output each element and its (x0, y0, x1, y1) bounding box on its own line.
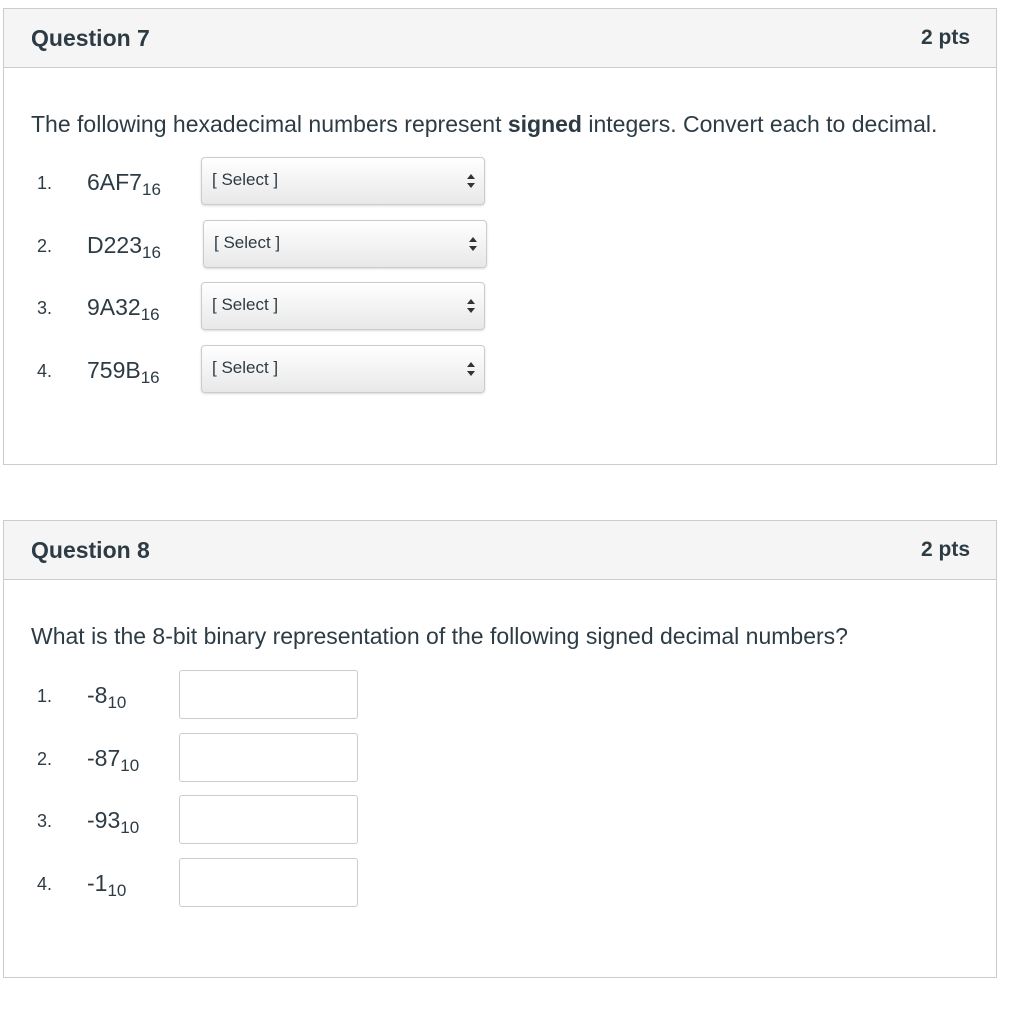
q8-decimal-value: -93 (87, 807, 121, 833)
question-7-points: 2 pts (920, 26, 970, 49)
select-label: [ Select ] (214, 233, 281, 252)
q7-item-number: 1. (37, 173, 53, 193)
select-label: [ Select ] (212, 295, 279, 314)
q8-base-subscript: 10 (107, 693, 127, 712)
question-8-title: Question 8 (31, 536, 150, 563)
question-7-title: Question 7 (31, 24, 150, 51)
q8-answer-input-4[interactable] (179, 858, 358, 907)
q7-item-value (87, 169, 161, 200)
q7-base-subscript: 16 (140, 305, 160, 324)
q8-item-value (87, 870, 126, 901)
q7-hex-value: D223 (87, 232, 142, 258)
q7-item-value (87, 232, 161, 263)
q8-answer-input-3[interactable] (179, 795, 358, 844)
q8-item-number: 2. (37, 749, 53, 769)
q8-answer-input-1[interactable] (179, 670, 358, 719)
q7-item-value (87, 357, 160, 388)
q8-item-4 (4, 858, 996, 908)
q8-decimal-value: -8 (87, 682, 108, 708)
q8-item-value (87, 807, 139, 838)
q8-item-2 (4, 733, 996, 783)
question-7-text-end: integers. Convert each to decimal. (581, 111, 938, 137)
q7-item-number: 3. (37, 298, 53, 318)
q7-item-1 (4, 157, 996, 207)
question-7-text-bold: signed (507, 111, 582, 137)
question-7-text (31, 111, 937, 138)
question-8-header (4, 521, 996, 580)
q8-item-3 (4, 795, 996, 845)
q8-base-subscript: 10 (120, 756, 140, 775)
q7-answer-select-2[interactable] (203, 220, 487, 268)
question-7-header (4, 9, 996, 68)
question-7-text-start: The following hexadecimal numbers represent (31, 111, 508, 137)
q8-base-subscript: 10 (120, 818, 140, 837)
q7-answer-select-4[interactable] (201, 345, 485, 393)
q7-item-4 (4, 345, 996, 395)
q7-answer-select-3[interactable] (201, 282, 485, 330)
q8-decimal-value: -87 (87, 745, 121, 771)
question-8-points: 2 pts (920, 538, 970, 561)
q7-base-subscript: 16 (141, 243, 161, 262)
q8-item-value (87, 745, 139, 776)
q7-base-subscript: 16 (140, 368, 160, 387)
select-label: [ Select ] (212, 358, 279, 377)
q7-hex-value: 6AF7 (87, 169, 142, 195)
q7-hex-value: 759B (87, 357, 141, 383)
q8-answer-input-2[interactable] (179, 733, 358, 782)
q7-item-3 (4, 282, 996, 332)
question-7-card (3, 8, 997, 465)
q7-answer-select-1[interactable] (201, 157, 485, 205)
up-down-arrows-icon (468, 234, 478, 254)
q8-item-number: 4. (37, 874, 53, 894)
q7-item-2 (4, 220, 996, 270)
q8-item-number: 3. (37, 811, 53, 831)
up-down-arrows-icon (466, 296, 476, 316)
question-8-text: What is the 8-bit binary representation of the following signed decimal numbers? (31, 623, 848, 649)
q8-base-subscript: 10 (107, 881, 127, 900)
q7-item-number: 2. (37, 236, 53, 256)
question-8-card (3, 520, 997, 978)
q7-item-value (87, 294, 160, 325)
q8-item-number: 1. (37, 686, 53, 706)
q7-base-subscript: 16 (141, 180, 161, 199)
up-down-arrows-icon (466, 359, 476, 379)
q7-item-number: 4. (37, 361, 53, 381)
select-label: [ Select ] (212, 170, 279, 189)
up-down-arrows-icon (466, 171, 476, 191)
q8-item-value (87, 682, 126, 713)
q8-item-1 (4, 670, 996, 720)
q7-hex-value: 9A32 (87, 294, 141, 320)
q8-decimal-value: -1 (87, 870, 108, 896)
